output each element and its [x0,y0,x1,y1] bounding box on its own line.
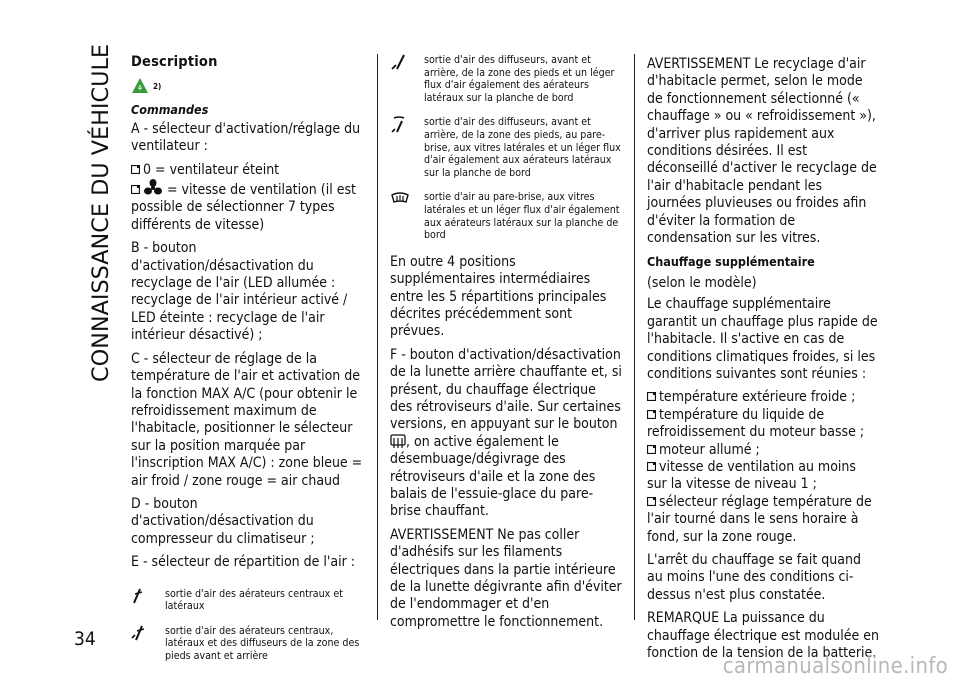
condition-item [647,442,879,459]
column-3 [647,56,879,668]
windshield-defrost-icon [390,191,410,207]
bullet-square-icon [647,392,656,401]
warning-ref-number: 2) [153,81,162,91]
side-title-text: CONNAISSANCE DU VÉHICULE [89,82,114,382]
page-number: 34 [74,628,96,650]
section-heading-description: Description [131,54,218,70]
control-c-text: C - sélecteur de réglage de la température de l'air et activation de la fonction MAX A/C (pour obtenir le refroidissement maximum de l'habitacle, positionner le sélecteur sur la position marquée par l'inscription MAX A/C) : zone bleue = air froid / zone rouge = air chaud [131,350,363,489]
control-a-item-2-text: = vitesse de ventilation (il est possible de sélectionner 7 types différents de vitesse) [131,182,356,233]
model-note: (selon le modèle) [647,274,757,291]
distribution-item-5-text: sortie d'air au pare-brise, aux vitres latérales et un léger flux d'air également aux aérateurs latéraux sur la planche de bord [424,191,620,242]
bullet-square-icon [647,410,656,419]
supplementary-heating-text: Le chauffage supplémentaire garantit un chauffage plus rapide de l'habitacle. Il s'active en cas de conditions climatiques froides, si les conditions suivantes sont réunies : [647,296,878,382]
watermark: carmanualsonline.info [722,654,948,679]
section-heading-supplementary-heating: Chauffage supplémentaire [647,254,815,270]
condition-item [647,407,879,442]
condition-item [647,459,879,494]
windshield-feet-vent-icon [390,116,408,134]
warning-reference [131,75,363,97]
condition-item-text: température du liquide de refroidissement du moteur basse ; [647,406,865,441]
control-b-text: B - bouton d'activation/désactivation du recyclage de l'air (LED allumée : recyclage de l'air intérieur activé / LED éteinte : recyclage de l'air intérieur désactivé) ; [131,240,348,344]
fan-icon [143,179,163,197]
distribution-item-4-text: sortie d'air des diffuseurs, avant et arrière, de la zone des pieds, au pare-brise, aux vitres latérales et un léger flux d'air également aux aérateurs latéraux sur la planche de bord [424,116,621,179]
control-a-text: A - sélecteur d'activation/réglage du ventilateur : [131,120,361,155]
bullet-square-icon [647,497,656,506]
distribution-item-2 [131,625,363,663]
face-vent-icon [131,588,145,604]
distribution-item-5 [390,191,622,241]
distribution-item-1 [131,588,363,613]
bullet-square-icon [647,462,656,471]
condition-item-text: température extérieure froide ; [659,389,856,406]
column-1 [131,54,363,675]
heating-stop-text: L'arrêt du chauffage se fait quand au moins l'une des conditions ci-dessus n'est plus constatée. [647,551,861,603]
feet-vent-icon [390,54,408,72]
distribution-item-2-text: sortie d'air des aérateurs centraux, latéraux et des diffuseurs de la zone des pieds avant et arrière [165,624,360,662]
recirculation-warning: AVERTISSEMENT Le recyclage d'air d'habitacle permet, selon le mode de fonctionnement sélectionné (« chauffage » ou « refroidissement »), d'arriver plus rapidement aux conditions désirées. Il est déconseillé d'activer le recyclage de l'air d'habitacle pendant les journées pluvieuses ou froides afin d'éviter la formation de condensation sur les vitres. [647,56,877,247]
control-e-text: E - sélecteur de répartition de l'air : [131,554,355,571]
condition-item [647,494,879,546]
column-2 [390,54,622,637]
face-feet-vent-icon [131,625,147,641]
intermediate-positions-text: En outre 4 positions supplémentaires intermédiaires entre les 5 répartitions principales décrites précédemment sont prévues. [390,253,607,340]
control-d-text: D - bouton d'activation/désactivation du compresseur du climatiseur ; [131,495,315,547]
distribution-item-3 [390,54,622,104]
condition-item-text: sélecteur réglage température de l'air tourné dans le sens horaire à fond, sur la zone rouge. [647,493,872,545]
bullet-square-icon [131,185,140,194]
control-f-text [390,347,622,521]
distribution-item-4 [390,116,622,179]
condition-item-text: moteur allumé ; [659,441,760,458]
control-f-text-part3: , on active également le désembuage/dégivrage des rétroviseurs d'aile et la zone des balais de l'essuie-glace du pare-brise chauffant. [390,433,596,520]
control-a-item-2 [131,179,363,234]
control-a-item-1 [131,162,363,179]
conditions-list [647,389,879,546]
subheading-commandes: Commandes [131,102,209,118]
column-divider-1 [377,54,378,620]
condition-item [647,389,879,406]
control-f-text-part2: bouton [573,416,618,433]
bullet-square-icon [131,165,140,174]
control-a-item-1-text: 0 = ventilateur éteint [143,161,280,178]
distribution-item-1-text: sortie d'air des aérateurs centraux et latéraux [165,587,343,613]
distribution-item-3-text: sortie d'air des diffuseurs, avant et arrière, de la zone des pieds et un léger flux d'air également des aérateurs latéraux sur la planche de bord [424,54,615,104]
condition-item-text: vitesse de ventilation au moins sur la vitesse de niveau 1 ; [647,458,856,493]
rear-defrost-icon [390,434,406,449]
control-f-text-part1: F - bouton d'activation/désactivation de la lunette arrière chauffante et, si présent, du chauffage électrique des rétroviseurs d'aile. Sur certaines versions, en appuyant sur le [390,346,622,433]
rear-window-warning: AVERTISSEMENT Ne pas coller d'adhésifs sur les filaments électriques dans la partie intérieure de la lunette dégivrante afin d'éviter de l'endommager et d'en compromettre le fonctionnement. [390,526,622,630]
bullet-square-icon [647,445,656,454]
column-divider-2 [634,54,635,620]
side-section-title [86,42,114,382]
environment-warning-icon [131,77,149,95]
svg-text:⚘: ⚘ [136,84,144,94]
battery-voltage-note: REMARQUE La puissance du chauffage électrique est modulée en fonction de la tension de la batterie. [647,610,879,661]
